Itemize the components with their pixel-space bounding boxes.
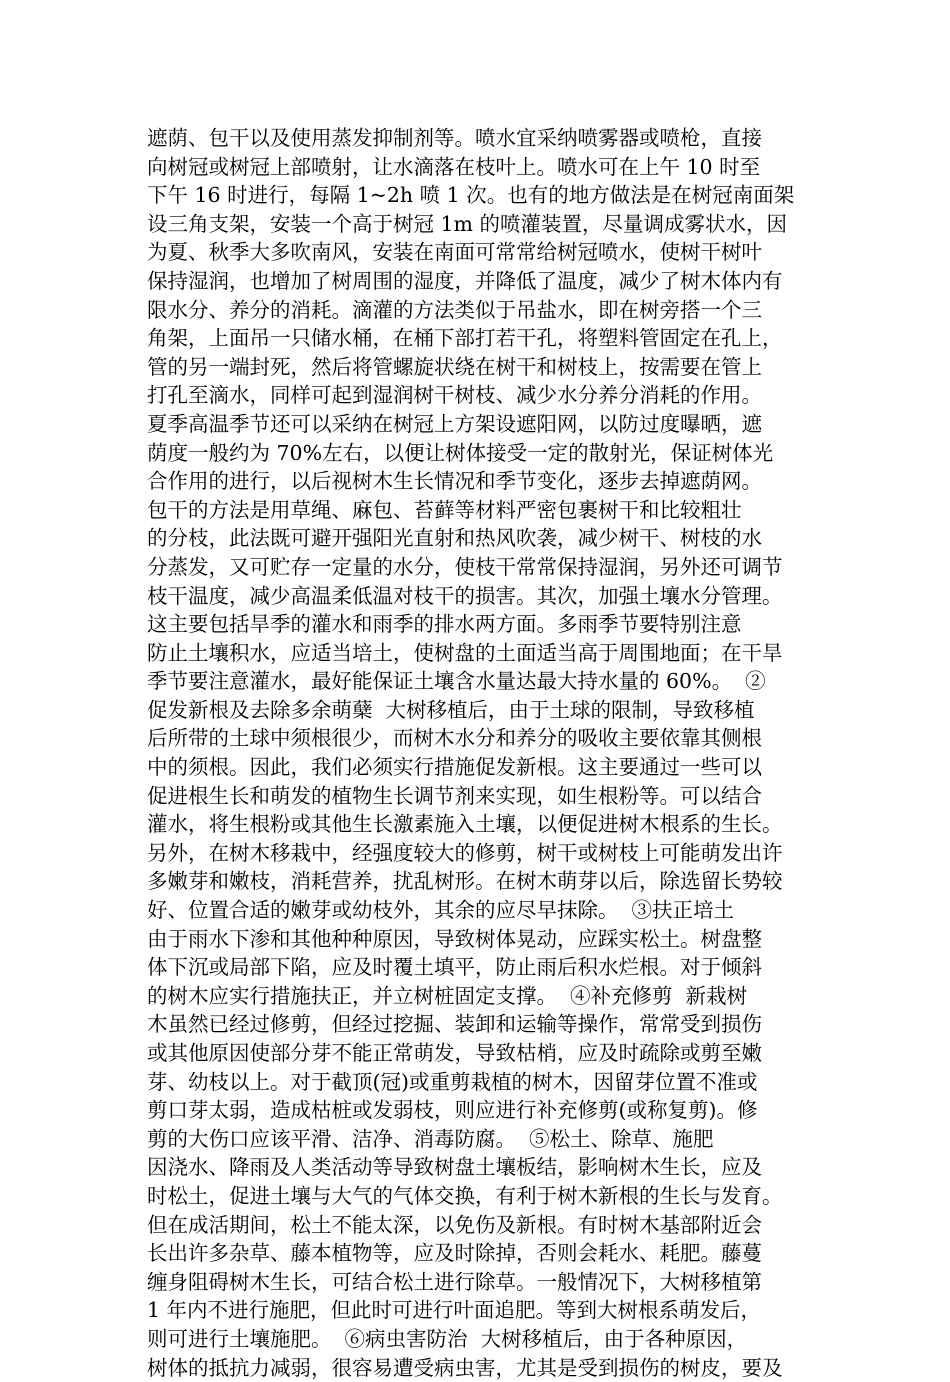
text-line: 中的须根。因此，我们必须实行措施促发新根。这主要通过一些可以 — [147, 755, 762, 780]
text-line: 时松土，促进土壤与大气的气体交换，有利于树木新根的生长与发育。 — [147, 1183, 783, 1208]
text-line: 季节要注意灌水，最好能保证土壤含水量达最大持水量的 60%。 ② — [147, 669, 766, 694]
text-line: 枝干温度，减少高温柔低温对枝干的损害。其次，加强土壤水分管理。 — [147, 583, 783, 608]
text-line: 剪口芽太弱，造成枯桩或发弱枝，则应进行补充修剪(或称复剪)。修 — [147, 1098, 758, 1123]
text-line: 灌水，将生根粉或其他生长激素施入土壤，以便促进树木根系的生长。 — [147, 812, 783, 837]
text-line: 为夏、秋季大多吹南风，安装在南面可常常给树冠喷水，使树干树叶 — [147, 240, 762, 265]
text-line: 打孔至滴水，同样可起到湿润树干树枝、减少水分养分消耗的作用。 — [147, 383, 762, 408]
text-line: 木虽然已经过修剪，但经过挖掘、装卸和运输等操作，常常受到损伤 — [147, 1012, 762, 1037]
text-line: 管的另一端封死，然后将管螺旋状绕在树干和树枝上，按需要在管上 — [147, 354, 762, 379]
text-line: 则可进行土壤施肥。 ⑥病虫害防治 大树移植后，由于各种原因， — [147, 1326, 748, 1351]
text-line: 后所带的土球中须根很少，而树木水分和养分的吸收主要依靠其侧根 — [147, 726, 762, 751]
text-line: 芽、幼枝以上。对于截顶(冠)或重剪栽植的树木，因留芽位置不准或 — [147, 1069, 758, 1094]
text-line: 树体的抵抗力减弱，很容易遭受病虫害，尤其是受到损伤的树皮，要及 — [147, 1355, 783, 1380]
text-line: 保持湿润，也增加了树周围的湿度，并降低了温度，减少了树木体内有 — [147, 268, 783, 293]
text-line: 设三角支架，安装一个高于树冠 1m 的喷灌装置，尽量调成雾状水，因 — [147, 211, 788, 236]
text-line: 长出许多杂草、藤本植物等，应及时除掉，否则会耗水、耗肥。藤蔓 — [147, 1241, 762, 1266]
text-line: 包干的方法是用草绳、麻包、苔藓等材料严密包裹树干和比较粗壮 — [147, 497, 742, 522]
text-line: 1 年内不进行施肥，但此时可进行叶面追肥。等到大树根系萌发后， — [147, 1298, 762, 1323]
text-line: 促进根生长和萌发的植物生长调节剂来实现，如生根粉等。可以结合 — [147, 783, 762, 808]
text-line: 下午 16 时进行，每隔 1~2h 喷 1 次。也有的地方做法是在树冠南面架 — [147, 183, 795, 208]
text-line: 因浇水、降雨及人类活动等导致树盘土壤板结，影响树木生长，应及 — [147, 1155, 762, 1180]
text-line: 好、位置合适的嫩芽或幼枝外，其余的应尽早抹除。 ③扶正培土 — [147, 898, 735, 923]
text-line: 体下沉或局部下陷，应及时覆土填平，防止雨后积水烂根。对于倾斜 — [147, 955, 762, 980]
text-line: 遮荫、包干以及使用蒸发抑制剂等。喷水宜采纳喷雾器或喷枪，直接 — [147, 126, 762, 150]
text-line: 但在成活期间，松土不能太深，以免伤及新根。有时树木基部附近会 — [147, 1212, 762, 1237]
text-line: 或其他原因使部分芽不能正常萌发，导致枯梢，应及时疏除或剪至嫩 — [147, 1041, 762, 1065]
text-line: 向树冠或树冠上部喷射，让水滴落在枝叶上。喷水可在上午 10 时至 — [147, 154, 761, 179]
text-line: 合作用的进行，以后视树木生长情况和季节变化，逐步去掉遮荫网。 — [147, 469, 762, 494]
text-line: 的分枝，此法既可避开强阳光直射和热风吹袭，减少树干、树枝的水 — [147, 526, 762, 551]
text-line: 另外，在树木移栽中，经强度较大的修剪，树干或树枝上可能萌发出许 — [147, 840, 783, 865]
text-line: 的树木应实行措施扶正，并立树桩固定支撑。 ④补充修剪 新栽树 — [147, 983, 748, 1008]
text-line: 夏季高温季节还可以采纳在树冠上方架设遮阳网，以防过度曝晒，遮 — [147, 411, 762, 436]
text-line: 剪的大伤口应该平滑、洁净、消毒防腐。 ⑤松土、除草、施肥 — [147, 1126, 714, 1151]
text-line: 限水分、养分的消耗。滴灌的方法类似于吊盐水，即在树旁搭一个三 — [147, 297, 762, 322]
text-line: 荫度一般约为 70%左右，以便让树体接受一定的散射光，保证树体光 — [147, 440, 774, 465]
text-line: 缠身阻碍树木生长，可结合松土进行除草。一般情况下，大树移植第 — [147, 1269, 762, 1294]
body-text — [147, 124, 827, 1382]
text-line: 多嫩芽和嫩枝，消耗营养，扰乱树形。在树木萌芽以后，除选留长势较 — [147, 869, 783, 894]
text-line: 由于雨水下渗和其他种种原因，导致树体晃动，应踩实松土。树盘整 — [147, 926, 762, 951]
text-line: 防止土壤积水，应适当培土，使树盘的土面适当高于周围地面；在干旱 — [147, 640, 783, 665]
text-line: 分蒸发，又可贮存一定量的水分，使枝干常常保持湿润，另外还可调节 — [147, 554, 783, 579]
text-line: 角架，上面吊一只储水桶，在桶下部打若干孔，将塑料管固定在孔上， — [147, 326, 783, 351]
text-line: 这主要包括旱季的灌水和雨季的排水两方面。多雨季节要特别注意 — [147, 612, 742, 637]
text-line: 促发新根及去除多余萌蘖 大树移植后，由于土球的限制，导致移植 — [147, 697, 755, 722]
